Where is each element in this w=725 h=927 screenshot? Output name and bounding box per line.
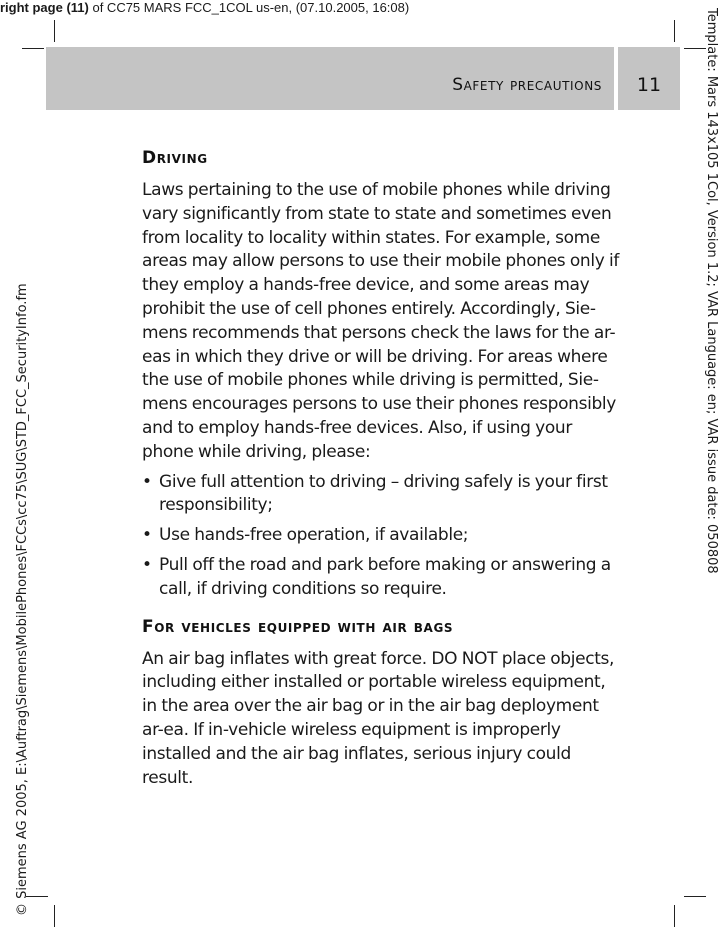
template-margin-text: Template: Mars 143x105 1Col, Version 1.2; VAR Language: en; VAR issue date: 050808 — [704, 8, 719, 574]
list-item-text: Use hands-free operation, if available; — [159, 525, 469, 546]
crop-mark — [22, 48, 44, 49]
crop-mark — [684, 48, 706, 49]
list-item — [142, 524, 620, 548]
driving-paragraph: Laws pertaining to the use of mobile phones while driving vary significantly from state to state and sometimes even from locality to locality within states. For example, some areas may allow persons to use their mobile phones only if they employ a hands-free device, and some areas may prohibit the use of cell phones entirely. Accordingly, Sie-mens recommends that persons check the laws for the ar-eas in which they drive or will be driving. For areas where the use of mobile phones while driving is permitted, Sie-mens encourages persons to use their phones responsibly and to employ hands-free devices. Also, if using your phone while driving, please: — [142, 180, 619, 462]
print-info-bold: right page (11) — [0, 0, 89, 15]
crop-mark — [684, 896, 706, 897]
crop-mark — [674, 905, 675, 927]
list-item-text: Pull off the road and park before making or answering a call, if driving conditions so require. — [159, 554, 611, 599]
list-item — [142, 554, 620, 602]
page-header — [46, 47, 614, 110]
section-title: Safety precautions — [452, 75, 602, 95]
page-number: 11 — [636, 74, 662, 96]
page-content — [142, 145, 620, 790]
driving-bullet-list — [142, 471, 620, 602]
print-info-rest: of CC75 MARS FCC_1COL us-en, (07.10.2005, 16:08) — [88, 0, 410, 15]
crop-mark — [54, 20, 55, 42]
print-info-line — [0, 0, 409, 15]
list-item — [142, 471, 620, 519]
air-bags-paragraph: An air bag inflates with great force. DO NOT place objects, including either installed or portable wireless equipment, in the area over the air bag or in the air bag deployment ar-ea. If in-vehicle wireless equipment is improperly installed and the air bag inflates, serious injury could result. — [142, 648, 615, 788]
crop-mark — [674, 20, 675, 42]
bullet-icon: • — [142, 554, 152, 575]
crop-mark — [54, 905, 55, 927]
driving-heading: Driving — [142, 148, 208, 168]
page-number-box — [618, 47, 680, 110]
air-bags-heading: For vehicles equipped with air bags — [142, 616, 454, 637]
file-path-margin-text: © Siemens AG 2005, E:\Auftrag\Siemens\MobilePhones\FCCs\cc75\SUG\STD_FCC_SecurityInfo.fm — [15, 283, 30, 916]
bullet-icon: • — [142, 525, 152, 546]
bullet-icon: • — [142, 471, 152, 492]
list-item-text: Give full attention to driving – driving safely is your first responsibility; — [159, 471, 608, 516]
